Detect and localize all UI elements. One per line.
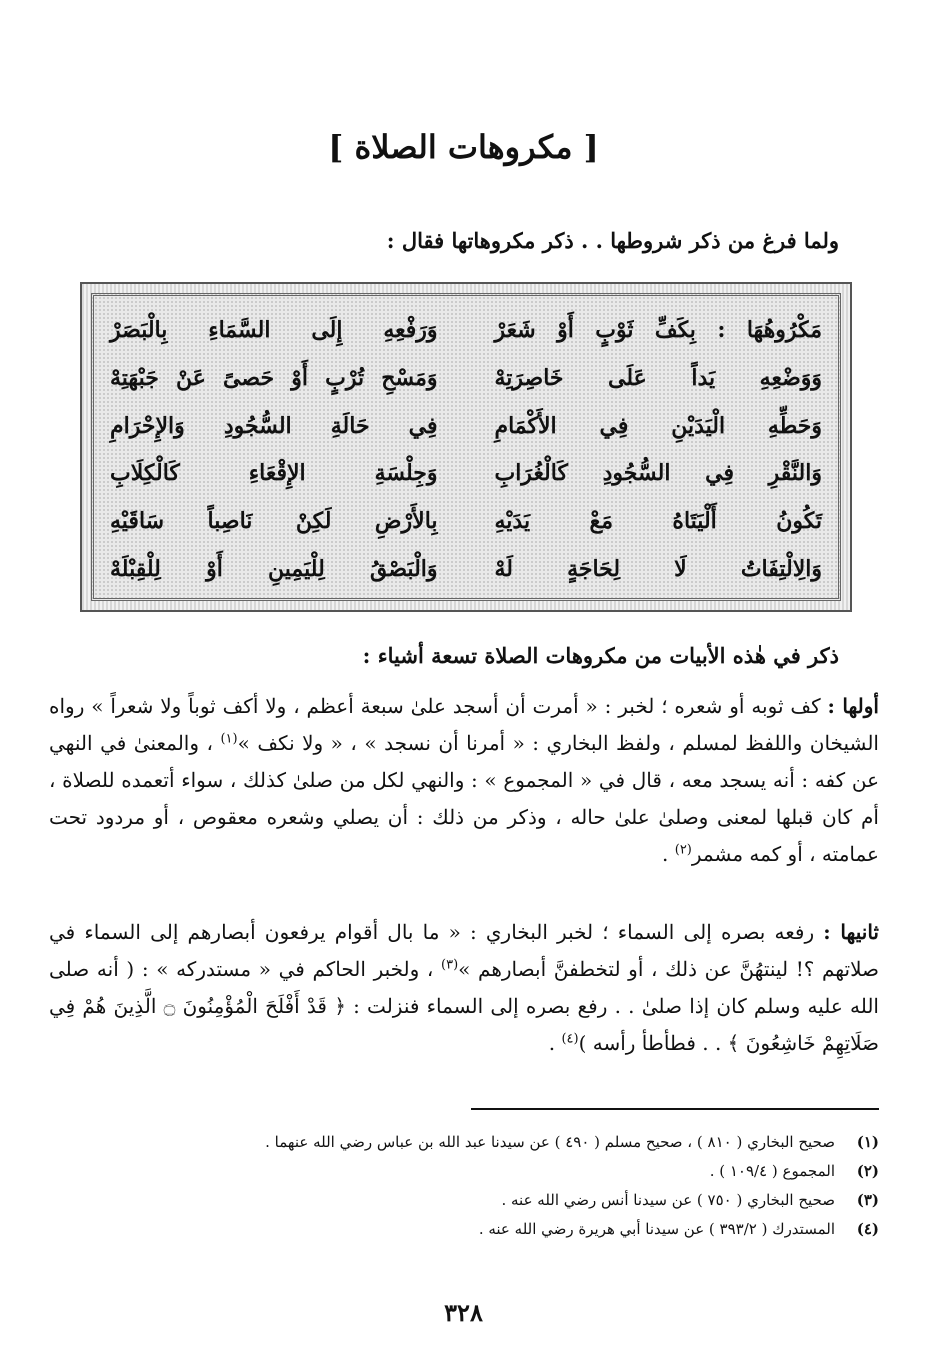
footnote-item (49, 1157, 879, 1186)
footnote-item (49, 1215, 879, 1244)
section-intro: ذكر في هٰذه الأبيات من مكروهات الصلاة تسعة أشياء : (362, 643, 839, 668)
page-title: [ مكروهات الصلاة ] (328, 128, 599, 166)
poem-frame (80, 282, 852, 612)
footnote-divider (471, 1108, 879, 1110)
footnote-number: (٣) (856, 1191, 879, 1209)
verse-second-hemistich: وَجِلْسَةِ الإِقْعَاءِ كَالْكِلَابِ (110, 460, 438, 487)
footnote-number: (١) (856, 1133, 879, 1151)
footnote-ref: (٣) (441, 957, 459, 973)
verse-row (110, 553, 822, 586)
footnote-text: صحيح البخاري ( ٧٥٠ ) عن سيدنا أنس رضي الله عنه . (501, 1191, 835, 1209)
verse-first-hemistich: تَكُونُ أَلْيَتَاهُ مَعْ يَدَيْهِ (494, 508, 822, 535)
verse-row (110, 314, 822, 347)
verse-row (110, 505, 822, 538)
paragraph-text: ، ولخبر الحاكم في « مستدركه » : ( أنه صلى الله عليه وسلم كان إذا صلىٰ . . رفع بصره إلى السماء فنزلت : ﴿ قَدْ أَفْلَحَ الْمُؤْمِنُونَ ۝ الَّذِينَ هُمْ فِي صَلَاتِهِمْ خَاشِعُونَ ﴾ . . فطأطأ رأسه ) (49, 957, 879, 1055)
verse-row (110, 457, 822, 490)
paragraph-first-item (49, 688, 879, 873)
intro-line: ولما فرغ من ذكر شروطها . . ذكر مكروهاتها فقال : (386, 228, 839, 253)
verse-first-hemistich: وَوَضْعِهِ يَداً عَلَى خَاصِرَتِهْ (494, 364, 822, 391)
footnote-item (49, 1186, 879, 1215)
verse-second-hemistich: وَمَسْحِ تُرْبٍ أَوْ حَصىً عَنْ جَبْهَتِهْ (110, 364, 438, 391)
footnote-ref: (١) (220, 731, 238, 747)
verse-second-hemistich: وَرَفْعِهِ إِلَى السَّمَاءِ بِالْبَصَرْ (110, 317, 438, 343)
paragraph-lead: ثانيها : (823, 920, 879, 944)
footnotes-list (49, 1128, 879, 1244)
verse-first-hemistich: وَالنَّقْرِ فِي السُّجُودِ كَالْغُرَابِ (494, 460, 822, 487)
verse-second-hemistich: وَالْبَصْقُ لِلْيَمِينِ أَوْ لِلْقِبْلَهْ (110, 555, 438, 582)
paragraph-text: . (662, 842, 675, 866)
verse-row (110, 410, 822, 443)
paragraph-text: كف ثوبه أو شعره ؛ لخبر : « أمرت أن أسجد علىٰ سبعة أعظم ، ولا أكف ثوباً ولا شعراً » رواه الشيخان واللفظ لمسلم ، ولفظ البخاري : « أمرنا أن نسجد » ، « ولا نكف » (49, 694, 879, 755)
footnote-number: (٤) (856, 1220, 879, 1238)
poem-panel (91, 293, 841, 601)
page-number: ٣٢٨ (444, 1298, 483, 1327)
verse-row (110, 362, 822, 395)
footnote-item (49, 1128, 879, 1157)
verse-first-hemistich: وَالِالْتِفَاتُ لَا لِحَاجَةٍ لَهْ (494, 555, 822, 582)
footnote-number: (٢) (856, 1162, 879, 1180)
paragraph-lead: أولها : (827, 694, 879, 718)
verse-first-hemistich: وَحَطِّهِ الْيَدَيْنِ فِي الأَكْمَامِ (494, 412, 822, 439)
verse-second-hemistich: بِالأَرْضِ لَكِنْ نَاصِباً سَاقَيْهِ (110, 508, 438, 535)
verse-first-hemistich: مَكْرُوهُهَا : بِكَفِّ ثَوْبٍ أَوْ شَعَرْ (494, 317, 822, 343)
footnote-text: المجموع ( ١٠٩/٤ ) . (709, 1162, 835, 1180)
paragraph-text: . (548, 1031, 562, 1055)
paragraph-second-item (49, 914, 879, 1062)
footnote-text: المستدرك ( ٣٩٣/٢ ) عن سيدنا أبي هريرة رضي الله عنه . (478, 1220, 835, 1238)
paragraph-text: رفعه بصره إلى السماء ؛ لخبر البخاري : « ما بال أقوام يرفعون أبصارهم إلى السماء في صلاتهم ؟! لينتهُنَّ عن ذلك ، أو لتخطفنَّ أبصارهم » (49, 920, 879, 981)
footnote-ref: (٤) (561, 1031, 579, 1047)
verse-second-hemistich: فِي حَالَةِ السُّجُودِ وَالإِحْرَامِ (110, 412, 438, 439)
paragraph-text: ، والمعنىٰ في النهي عن كفه : أنه يسجد معه ، قال في « المجموع » : والنهي لكل من صلىٰ كذلك ، سواء أتعمده للصلاة ، أم كان قبلها لمعنى وصلىٰ علىٰ حاله ، وذكر من ذلك : أن يصلي وشعره معقوص ، أو مردود تحت عمامته ، أو كمه مشمر (49, 731, 879, 866)
footnote-ref: (٢) (674, 842, 692, 858)
footnote-text: صحيح البخاري ( ٨١٠ ) ، صحيح مسلم ( ٤٩٠ ) عن سيدنا عبد الله بن عباس رضي الله عنهما . (265, 1133, 835, 1151)
